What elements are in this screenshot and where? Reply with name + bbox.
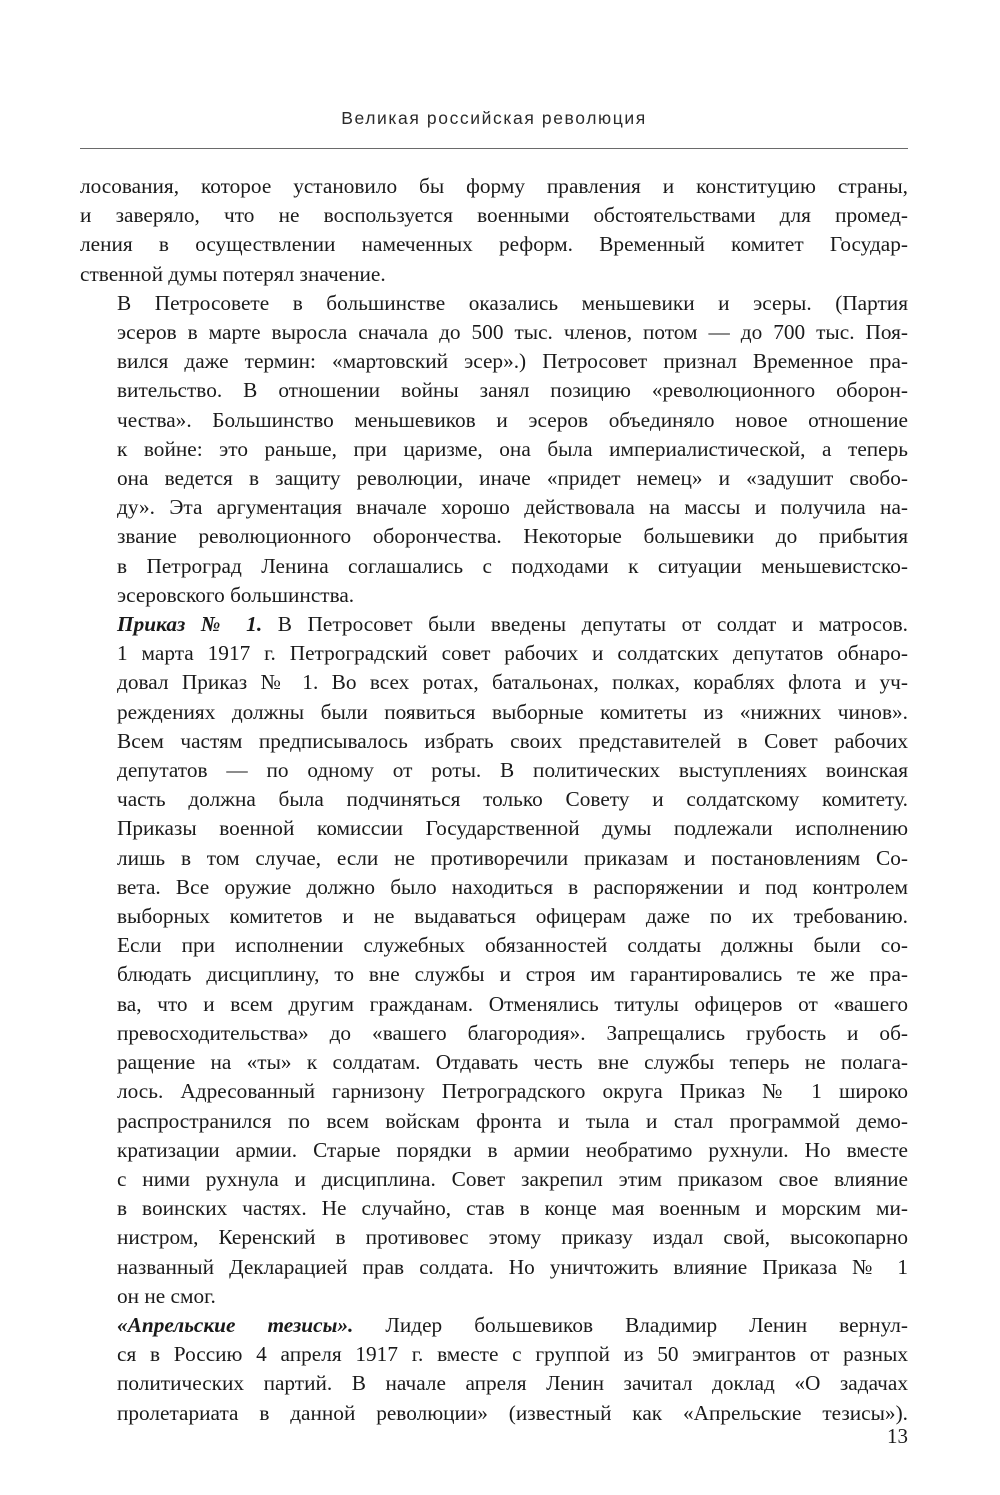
running-head: Великая российская революция — [341, 108, 647, 128]
text-line: лось. Адресованный гарнизону Петроградского округа Приказ № 1 широко — [117, 1079, 908, 1104]
text-line: и заверяло, что не воспользуется военными обстоятельствами для промед- — [80, 203, 908, 228]
text-line: кратизации армии. Старые порядки в армии необратимо рухнули. Но вместе — [117, 1137, 908, 1162]
text-line: вился даже термин: «мартовский эсер».) Петросовет признал Временное пра- — [117, 349, 908, 374]
text-line: с ними рухнула и дисциплина. Совет закрепил этим приказом свое влияние — [117, 1166, 908, 1191]
text-line: довал Приказ № 1. Во всех ротах, батальонах, полках, кораблях флота и уч- — [117, 670, 908, 695]
paragraph-april-theses — [80, 1311, 908, 1428]
text-line: пролетариата в данной революции» (известный как «Апрельские тезисы»). — [117, 1400, 908, 1425]
text-line: названный Декларацией прав солдата. Но уничтожить влияние Приказа № 1 — [117, 1254, 908, 1279]
text-line: Всем частям предписывалось избрать своих представителей в Совет рабочих — [117, 728, 908, 753]
text-line: она ведется в защиту революции, иначе «придет немец» и «задушит свобо- — [117, 466, 908, 491]
text-line: ду». Эта аргументация вначале хорошо действовала на массы и получила на- — [117, 495, 908, 520]
text-line-rest: В Петросовет были введены депутаты от солдат и матросов. — [262, 612, 908, 637]
text-line: вета. Все оружие должно было находиться в распоряжении и под контролем — [117, 874, 908, 899]
text-line: звание революционного оборончества. Некоторые большевики до прибытия — [117, 524, 908, 549]
page-number: 13 — [887, 1424, 908, 1448]
runin-heading-order-no-1: Приказ № 1. — [117, 612, 263, 637]
text-line: распространился по всем войскам фронта и тыла и стал программой демо- — [117, 1108, 908, 1133]
text-line: ления в осуществлении намеченных реформ. Временный комитет Государ- — [80, 232, 908, 257]
text-line: ся в Россию 4 апреля 1917 г. вместе с группой из 50 эмигрантов от разных — [117, 1342, 908, 1367]
text-line: депутатов — по одному от роты. В политических выступлениях воинская — [117, 758, 908, 783]
body-text — [80, 172, 908, 1428]
text-line: он не смог. — [117, 1283, 216, 1308]
paragraph-continued — [80, 172, 908, 289]
text-line: блюдать дисциплину, то вне службы и строя им гарантировались те же пра- — [117, 962, 908, 987]
text-line: ращение на «ты» к солдатам. Отдавать честь вне службы теперь не полага- — [117, 1050, 908, 1075]
text-line: чества». Большинство меньшевиков и эсеров объединяло новое отношение — [117, 407, 908, 432]
paragraph-petrosovet — [80, 289, 908, 610]
text-line: Если при исполнении служебных обязанностей солдаты должны были со- — [117, 933, 908, 958]
text-line: 1 марта 1917 г. Петроградский совет рабочих и солдатских депутатов обнаро- — [117, 641, 908, 666]
text-line: лосования, которое установило бы форму правления и конституцию страны, — [80, 174, 908, 198]
text-line: реждениях должны были появиться выборные комитеты из «нижних чинов». — [117, 699, 908, 724]
text-line: лишь в том случае, если не противоречили приказам и постановлениям Со- — [117, 845, 908, 870]
text-line: в Петроград Ленина соглашались с подходами к ситуации меньшевистско- — [117, 553, 908, 578]
text-line: эсеровского большинства. — [117, 582, 355, 607]
text-line: к войне: это раньше, при царизме, она была империалистической, а теперь — [117, 436, 908, 461]
text-line — [80, 1311, 908, 1340]
text-line: нистром, Керенский в противовес этому приказу издал свой, высокопарно — [117, 1225, 908, 1250]
text-line: выборных комитетов и не выдаваться офицерам даже по их требованию. — [117, 904, 908, 929]
text-line: превосходительства» до «вашего благородия». Запрещались грубость и об- — [117, 1020, 908, 1045]
text-line: В Петросовете в большинстве оказались меньшевики и эсеры. (Партия — [117, 290, 908, 315]
header-rule — [80, 148, 908, 149]
paragraph-order-no-1 — [80, 610, 908, 1311]
text-line: политических партий. В начале апреля Ленин зачитал доклад «О задачах — [117, 1371, 908, 1396]
text-line-rest: Лидер большевиков Владимир Ленин вернул- — [353, 1312, 908, 1337]
text-line: часть должна была подчиняться только Совету и солдатскому комитету. — [117, 787, 908, 812]
text-line: ва, что и всем другим гражданам. Отменялись титулы офицеров от «вашего — [117, 991, 908, 1016]
text-line: Приказы военной комиссии Государственной думы подлежали исполнению — [117, 816, 908, 841]
runin-heading-april-theses: «Апрельские тезисы». — [117, 1312, 354, 1337]
text-line: в воинских частях. Не случайно, став в конце мая военным и морским ми- — [117, 1196, 908, 1221]
text-line: вительство. В отношении войны занял позицию «революционного оборон- — [117, 378, 908, 403]
text-line: ственной думы потерял значение. — [80, 261, 386, 286]
text-line: эсеров в марте выросла сначала до 500 тыс. членов, потом — до 700 тыс. Поя- — [117, 320, 908, 345]
text-line — [80, 610, 908, 639]
